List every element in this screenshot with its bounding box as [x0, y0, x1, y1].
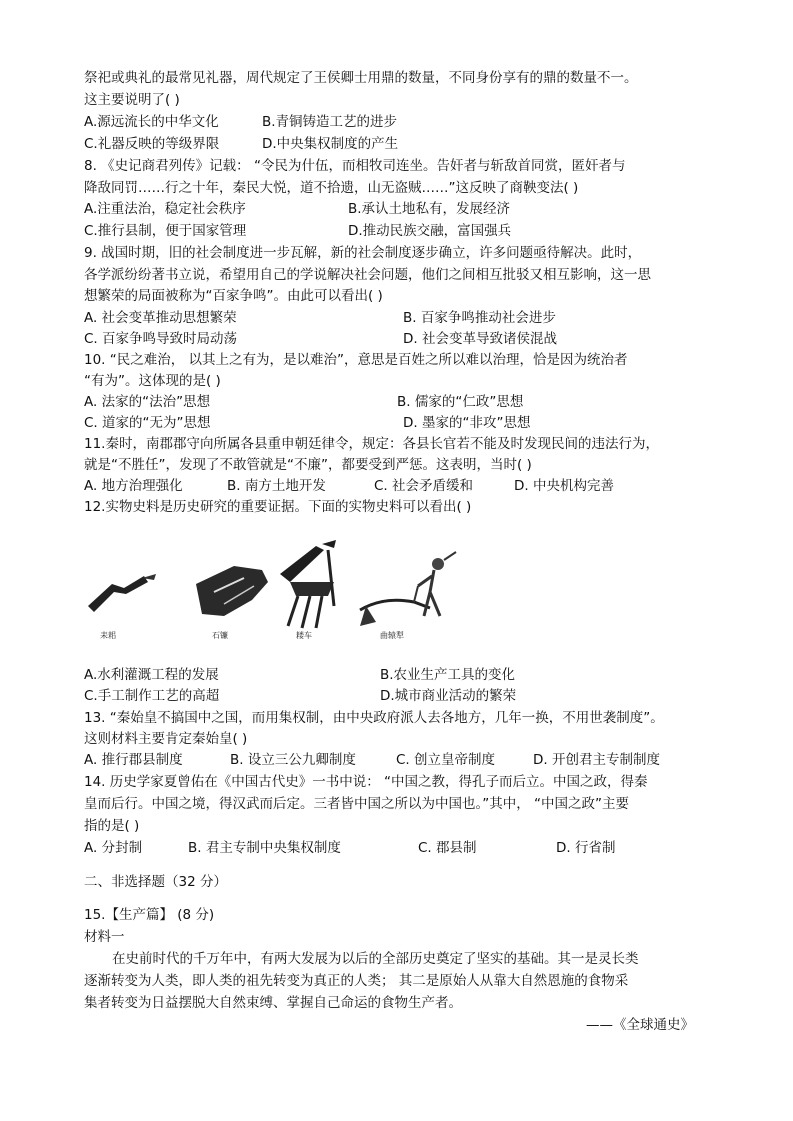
q15-material-para-line1: 在史前时代的千万年中，有两大发展为以后的全部历史奠定了坚实的基础。其一是灵长类: [112, 951, 639, 967]
q11-option-a[interactable]: A. 地方治理强化: [84, 478, 183, 494]
q7-stem-line2: 这主要说明了( ): [84, 92, 180, 108]
seed-drill-image: [280, 540, 336, 628]
q13-option-b[interactable]: B. 设立三公九卿制度: [230, 752, 356, 768]
q11-option-b[interactable]: B. 南方土地开发: [227, 478, 326, 494]
q9-stem-line1: 9. 战国时期，旧的社会制度进一步瓦解，新的社会制度逐步确立，许多问题亟待解决。此时，: [84, 245, 642, 261]
q12-stem-line1: 12.实物史料是历史研究的重要证据。下面的实物史料可以看出( ): [84, 499, 472, 515]
q7-option-b[interactable]: B.青铜铸造工艺的进步: [262, 114, 398, 130]
q15-material-label: 材料一: [84, 929, 125, 945]
q14-option-b[interactable]: B. 君主专制中央集权制度: [188, 840, 341, 856]
q8-option-c[interactable]: C.推行县制，便于国家管理: [84, 223, 247, 239]
caption-leisi: 耒耜: [100, 631, 116, 640]
q12-option-a[interactable]: A.水利灌溉工程的发展: [84, 667, 219, 683]
q14-stem-line2: 皇而后行。中国之境，得汉武而后定。三者皆中国之所以为中国也。”其中， “中国之政”主要: [84, 796, 630, 812]
q14-option-d[interactable]: D. 行省制: [556, 840, 616, 856]
q13-option-d[interactable]: D. 开创君主专制制度: [533, 752, 660, 768]
q10-stem-line1: 10. “民之难治， 以其上之有为，是以难治”，意思是百姓之所以难以治理，恰是因为统治者: [84, 352, 628, 368]
q10-option-d[interactable]: D. 墨家的“非攻”思想: [403, 415, 531, 431]
q15-material-para-line2: 逐渐转变为人类，即人类的祖先转变为真正的人类； 其二是原始人从靠大自然恩施的食物采: [84, 973, 629, 989]
q7-option-c[interactable]: C.礼器反映的等级界限: [84, 136, 220, 152]
q10-option-c[interactable]: C. 道家的“无为”思想: [84, 415, 211, 431]
q9-option-c[interactable]: C. 百家争鸣导致时局动荡: [84, 331, 238, 347]
q13-stem-line2: 这则材料主要肯定秦始皇( ): [84, 731, 248, 747]
q11-option-c[interactable]: C. 社会矛盾缓和: [374, 478, 474, 494]
q15-material-para-line3: 集者转变为日益摆脱大自然束缚、掌握自己命运的食物生产者。: [84, 995, 462, 1011]
q7-option-d[interactable]: D.中央集权制度的产生: [262, 136, 399, 152]
q12-option-c[interactable]: C.手工制作工艺的高超: [84, 688, 220, 704]
leisi-tool-image: [88, 574, 156, 612]
q8-stem-line2: 降敌同罚……行之十年，秦民大悦，道不拾遗，山无盗贼……”这反映了商鞅变法( ): [84, 180, 579, 196]
q12-option-d[interactable]: D.城市商业活动的繁荣: [380, 688, 517, 704]
q14-option-a[interactable]: A. 分封制: [84, 840, 143, 856]
q14-stem-line1: 14. 历史学家夏曾佑在《中国古代史》一书中说： “中国之教，得孔子而后立。中国之政，得秦: [84, 774, 648, 790]
q8-stem-line1: 8. 《史记商君列传》记载： “令民为什伍，而相牧司连坐。告奸者与斩敌首同赏，匿奸者与: [84, 158, 626, 174]
q14-stem-line3: 指的是( ): [84, 818, 140, 834]
q8-option-a[interactable]: A.注重法治，稳定社会秩序: [84, 201, 246, 217]
q9-stem-line3: 想繁荣的局面被称为“百家争鸣”。由此可以看出( ): [84, 288, 383, 304]
q9-option-a[interactable]: A. 社会变革推动思想繁荣: [84, 310, 237, 326]
q13-option-a[interactable]: A. 推行郡县制度: [84, 752, 183, 768]
q8-option-d[interactable]: D.推动民族交融，富国强兵: [348, 223, 512, 239]
q13-stem-line1: 13. “秦始皇不搞国中之国，而用集权制，由中央政府派人去各地方，几年一换，不用世袭制度”。: [84, 710, 664, 726]
q11-option-d[interactable]: D. 中央机构完善: [514, 478, 614, 494]
q15-title: 15.【生产篇】 (8 分): [84, 907, 215, 923]
q15-material-source: ——《全球通史》: [586, 1017, 694, 1033]
q10-option-b[interactable]: B. 儒家的“仁政”思想: [397, 394, 524, 410]
q9-option-d[interactable]: D. 社会变革导致诸侯混战: [403, 331, 557, 347]
stone-sickle-image: [196, 566, 268, 616]
q12-option-b[interactable]: B.农业生产工具的变化: [380, 667, 516, 683]
q13-option-c[interactable]: C. 创立皇帝制度: [396, 752, 496, 768]
q7-option-a[interactable]: A.源远流长的中华文化: [84, 114, 219, 130]
q10-option-a[interactable]: A. 法家的“法治”思想: [84, 394, 211, 410]
caption-seed-drill: 耧车: [296, 631, 312, 640]
q11-stem-line1: 11.秦时，南郡郡守向所属各县重申朝廷律令，规定：各县长官若不能及时发现民间的违法行为，: [84, 436, 659, 452]
q14-option-c[interactable]: C. 郡县制: [418, 840, 477, 856]
q11-stem-line2: 就是“不胜任”，发现了不敢管就是“不廉”，都要受到严惩。这表明，当时( ): [84, 457, 532, 473]
q9-stem-line2: 各学派纷纷著书立说，希望用自己的学说解决社会问题，他们之间相互批驳又相互影响，这一思: [84, 267, 651, 283]
q7-stem-line1: 祭祀或典礼的最常见礼器，周代规定了王侯卿士用鼎的数量，不同身份享有的鼎的数量不一。: [84, 70, 638, 86]
caption-stone-sickle: 石镰: [212, 631, 228, 640]
section-2-heading: 二、非选择题（32 分）: [84, 874, 227, 890]
farm-tools-figure: [84, 536, 484, 648]
q10-stem-line2: “有为”。这体现的是( ): [84, 373, 221, 389]
q8-option-b[interactable]: B.承认土地私有，发展经济: [348, 201, 511, 217]
curved-plough-image: [360, 552, 456, 626]
caption-curved-plough: 曲辕犁: [380, 631, 404, 640]
q9-option-b[interactable]: B. 百家争鸣推动社会进步: [403, 310, 556, 326]
